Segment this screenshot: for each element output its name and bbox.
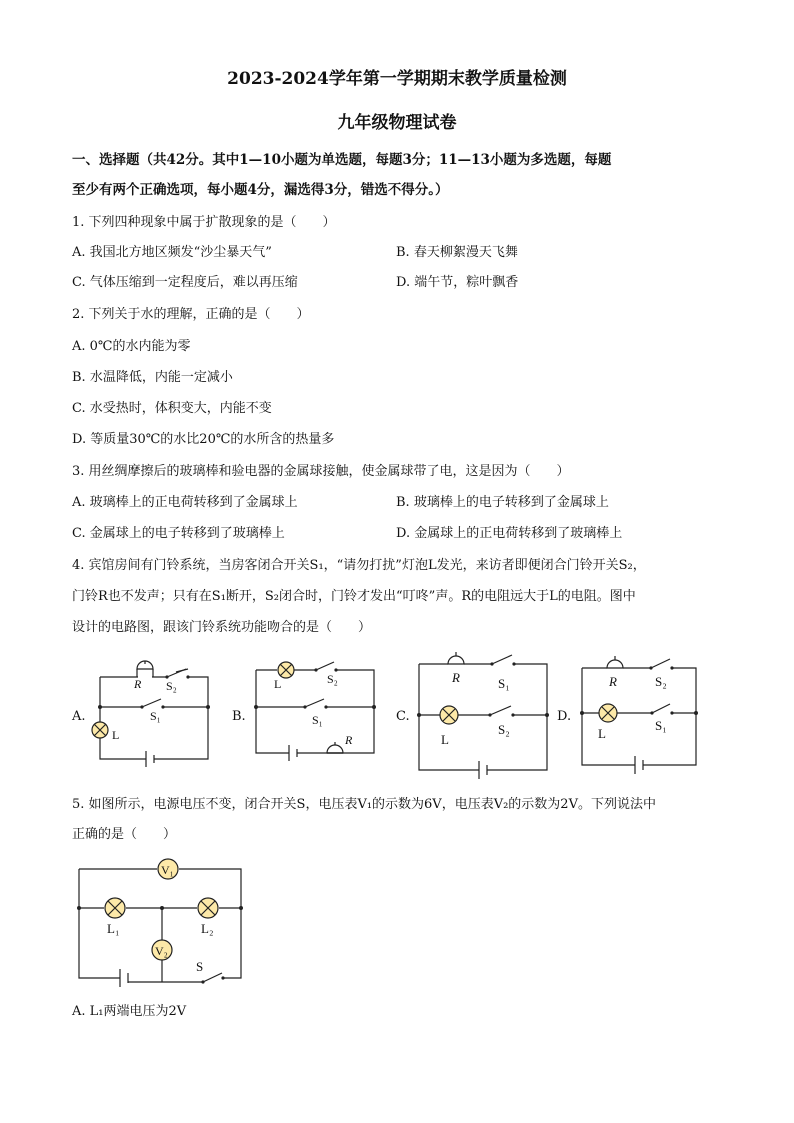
bell-icon	[607, 660, 623, 668]
q3-option-d: D. 金属球上的正电荷转移到了玻璃棒上	[396, 526, 623, 541]
circuit-a	[92, 661, 210, 767]
q2-option-d: D. 等质量30℃的水比20℃的水所含的热量多	[72, 432, 335, 447]
q3-option-c: C. 金属球上的电子转移到了玻璃棒上	[72, 526, 285, 541]
q2-option-b: B. 水温降低，内能一定减小	[72, 370, 233, 385]
q2-stem: 2. 下列关于水的理解，正确的是（ ）	[72, 307, 310, 322]
label-R: R	[134, 677, 142, 691]
label-L: L	[112, 728, 120, 742]
q3-stem: 3. 用丝绸摩擦后的玻璃棒和验电器的金属球接触，使金属球带了电，这是因为（ ）	[72, 464, 570, 479]
q3-option-b: B. 玻璃棒上的电子转移到了金属球上	[396, 495, 609, 510]
q2-option-a: A. 0℃的水内能为零	[72, 339, 191, 354]
label-S2: S₂	[498, 722, 510, 737]
label-S1: S₁	[150, 709, 161, 723]
q4-stem-line1: 4. 宾馆房间有门铃系统，当房客闭合开关S₁，“请勿打扰”灯泡L发光，来访者即便闭合门铃开关S₂，	[72, 558, 646, 573]
q5-option-a: A. L₁两端电压为2V	[72, 1004, 187, 1019]
section-heading-line2: 至少有两个正确选项，每小题4分，漏选得3分，错选不得分。）	[72, 182, 449, 198]
label-L1: L₁	[107, 921, 120, 936]
label-L: L	[598, 726, 606, 741]
q5-stem-line2: 正确的是（ ）	[72, 827, 177, 842]
q1-option-a: A. 我国北方地区频发“沙尘暴天气”	[72, 245, 272, 260]
page-title: 2023-2024学年第一学期期末教学质量检测	[227, 69, 567, 89]
label-S2: S₂	[166, 679, 177, 693]
q1-option-c: C. 气体压缩到一定程度后，难以再压缩	[72, 275, 298, 290]
label-V1: V₁	[161, 863, 174, 877]
label-S1: S₁	[312, 713, 323, 727]
circuit-c	[417, 652, 549, 779]
circuit-q5	[77, 859, 243, 987]
label-V2: V₂	[155, 944, 168, 958]
q1-option-b: B. 春天柳絮漫天飞舞	[396, 245, 518, 260]
label-S1: S₁	[655, 718, 667, 733]
page-subtitle: 九年级物理试卷	[337, 113, 457, 133]
q4-stem-line2: 门铃R也不发声；只有在S₁断开，S₂闭合时，门铃才发出“叮咚”声。R的电阻远大于L的电阻。图中	[72, 589, 636, 604]
label-S1: S₁	[498, 676, 510, 691]
q1-option-d: D. 端午节，粽叶飘香	[396, 275, 519, 290]
label-L2: L₂	[201, 921, 214, 936]
label-L: L	[441, 732, 449, 747]
q4-option-c-label: C.	[396, 709, 410, 724]
label-L: L	[274, 677, 282, 691]
q4-option-a-label: A.	[72, 709, 86, 724]
label-R: R	[609, 674, 617, 689]
bell-icon	[327, 745, 343, 753]
q2-option-c: C. 水受热时，体积变大，内能不变	[72, 401, 272, 416]
label-S2: S₂	[655, 674, 667, 689]
q5-stem-line1: 5. 如图所示，电源电压不变，闭合开关S，电压表V₁的示数为6V，电压表V₂的示数为2V。下列说法中	[72, 797, 656, 812]
section-heading-line1: 一、选择题（共42分。其中1—10小题为单选题，每题3分；11—13小题为多选题，每题	[72, 152, 612, 168]
label-S2: S₂	[327, 672, 338, 686]
label-R: R	[345, 733, 353, 747]
bell-icon	[448, 656, 464, 664]
circuit-b	[254, 662, 376, 761]
label-S: S	[196, 959, 204, 974]
q1-stem: 1. 下列四种现象中属于扩散现象的是（ ）	[72, 215, 336, 230]
circuit-d	[580, 656, 698, 774]
q4-stem-line3: 设计的电路图，跟该门铃系统功能吻合的是（ ）	[72, 620, 372, 635]
q3-option-a: A. 玻璃棒上的正电荷转移到了金属球上	[72, 495, 298, 510]
label-R: R	[452, 670, 460, 685]
switch-s-icon	[203, 973, 222, 982]
q4-option-d-label: D.	[557, 709, 572, 724]
q4-option-b-label: B.	[232, 709, 246, 724]
